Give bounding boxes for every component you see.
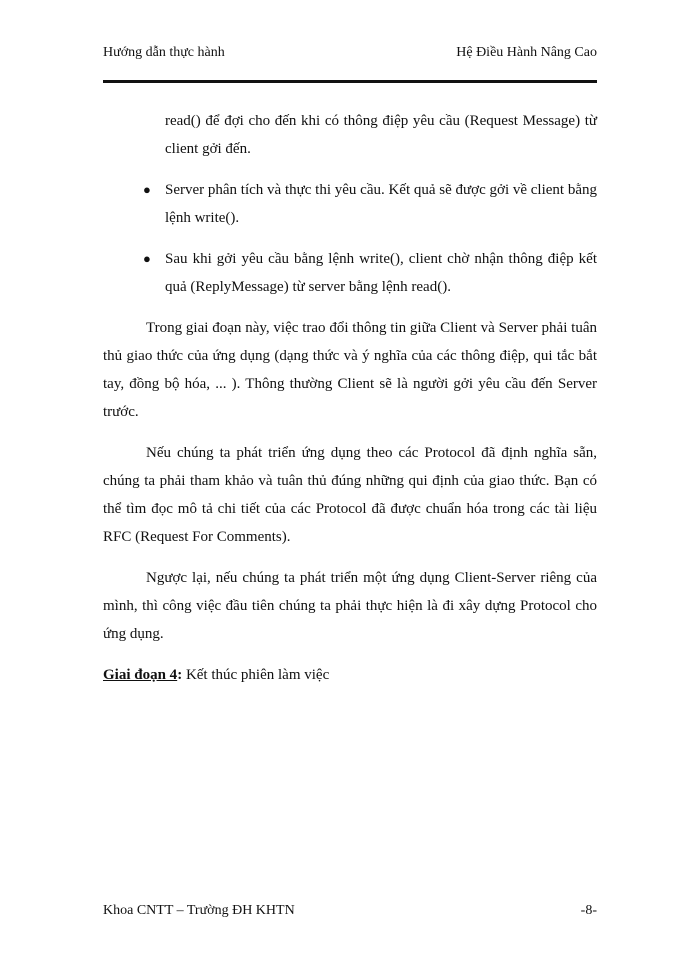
- bullet-icon: ●: [143, 182, 151, 197]
- section-title: Kết thúc phiên làm việc: [182, 667, 330, 683]
- continuation-text: read() để đợi cho đến khi có thông điệp yêu cầu (Request Message) từ client gởi đến.: [165, 113, 597, 157]
- header-rule: [103, 80, 597, 83]
- bullet-item: [136, 245, 597, 301]
- section-colon: :: [177, 667, 183, 683]
- bullet-text: Sau khi gởi yêu cầu bằng lệnh write(), client chờ nhận thông điệp kết quả (ReplyMessage) từ server bằng lệnh read().: [165, 251, 597, 295]
- page-number: -8-: [580, 903, 597, 918]
- bullet-text: Server phân tích và thực thi yêu cầu. Kết quả sẽ được gởi về client bằng lệnh write().: [165, 182, 597, 226]
- paragraph: Ngược lại, nếu chúng ta phát triển một ứng dụng Client-Server riêng của mình, thì công việc đầu tiên chúng ta phải thực hiện là đi xây dựng Protocol cho ứng dụng.: [103, 570, 597, 642]
- section-heading: [103, 661, 597, 689]
- page-body: [103, 107, 597, 689]
- bullet-icon: ●: [143, 251, 151, 266]
- footer-faculty: Khoa CNTT – Trường ĐH KHTN: [103, 903, 295, 918]
- paragraph: Trong giai đoạn này, việc trao đổi thông tin giữa Client và Server phải tuân thủ giao thức của ứng dụng (dạng thức và ý nghĩa của các thông điệp, qui tắc bắt tay, đồng bộ hóa, ... ). Thông thường Client sẽ là người gởi yêu cầu đến Server trước.: [103, 320, 597, 420]
- paragraph: Nếu chúng ta phát triển ứng dụng theo các Protocol đã định nghĩa sẵn, chúng ta phải tham khảo và tuân thủ đúng những qui định của giao thức. Bạn có thể tìm đọc mô tả chi tiết của các Protocol đã được chuẩn hóa trong các tài liệu RFC (Request For Comments).: [103, 445, 597, 545]
- bullet-list: [136, 176, 597, 301]
- section-label: Giai đoạn 4: [103, 667, 178, 683]
- header-subject-title: Hệ Điều Hành Nâng Cao: [456, 45, 597, 60]
- header-course-title: Hướng dẫn thực hành: [103, 45, 225, 60]
- bullet-item: [136, 176, 597, 232]
